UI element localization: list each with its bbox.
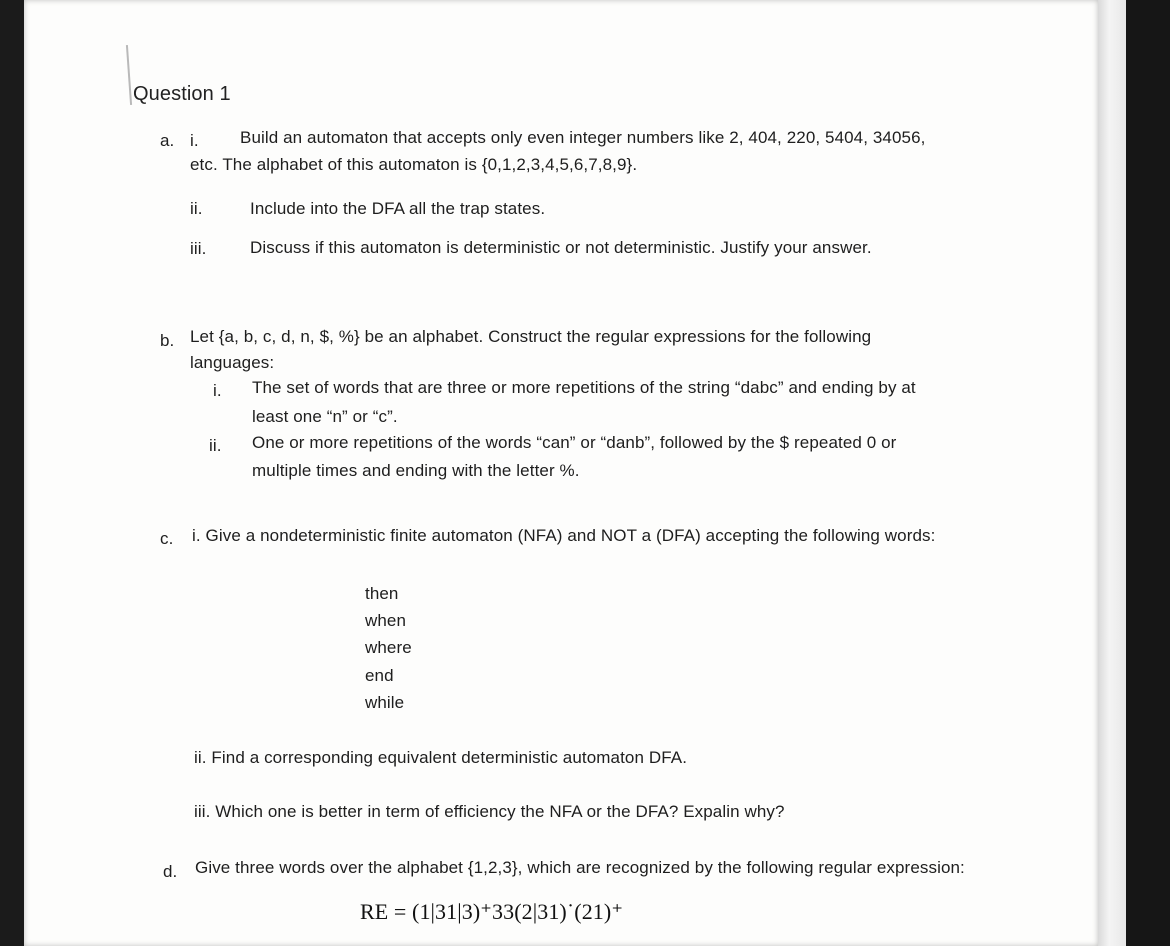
part-a-ii-num: ii. — [190, 199, 203, 218]
part-d-text: Give three words over the alphabet {1,2,3}, which are recognized by the following regular expression: — [195, 858, 965, 877]
part-a-i-num: i. — [190, 131, 199, 150]
regular-expression: RE = (1|31|3)⁺33(2|31)˙(21)⁺ — [360, 899, 624, 924]
part-a-iii-num: iii. — [190, 239, 207, 258]
part-c-item1: i. Give a nondeterministic finite automaton (NFA) and NOT a (DFA) accepting the following words: — [192, 526, 936, 545]
question-title: Question 1 — [133, 83, 231, 105]
part-b-i-line1: The set of words that are three or more repetitions of the string “dabc” and ending by at — [252, 378, 916, 397]
word-list-item: when — [365, 611, 407, 630]
part-b-ii-num: ii. — [209, 436, 222, 455]
part-b-ii-line1: One or more repetitions of the words “can” or “danb”, followed by the $ repeated 0 or — [252, 433, 897, 452]
part-a-iii-text: Discuss if this automaton is deterministic or not deterministic. Justify your answer. — [250, 238, 872, 257]
part-d-letter: d. — [163, 862, 178, 881]
word-list-item: then — [365, 584, 399, 603]
word-list-item: where — [365, 638, 412, 657]
part-a-ii-text: Include into the DFA all the trap states. — [250, 199, 546, 218]
word-list-item: end — [365, 666, 394, 685]
part-c-letter: c. — [160, 529, 174, 548]
part-b-ii-line2: multiple times and ending with the letter %. — [252, 461, 580, 480]
part-a-i-line2: etc. The alphabet of this automaton is {0,1,2,3,4,5,6,7,8,9}. — [190, 155, 638, 174]
part-b-intro-line2: languages: — [190, 353, 275, 372]
part-a-letter: a. — [160, 131, 175, 150]
page-edge — [1098, 0, 1126, 946]
word-list-item: while — [365, 693, 405, 712]
part-b-i-line2: least one “n” or “c”. — [252, 407, 398, 426]
part-b-intro-line1: Let {a, b, c, d, n, $, %} be an alphabet. Construct the regular expressions for the following — [190, 327, 872, 346]
part-c-item3: iii. Which one is better in term of efficiency the NFA or the DFA? Expalin why? — [194, 802, 785, 821]
part-a-i-line1: Build an automaton that accepts only even integer numbers like 2, 404, 220, 5404, 34056, — [240, 128, 926, 147]
part-b-i-num: i. — [213, 381, 222, 400]
part-c-item2: ii. Find a corresponding equivalent deterministic automaton DFA. — [194, 748, 688, 767]
background-edge — [1126, 0, 1170, 946]
part-b-letter: b. — [160, 331, 175, 350]
